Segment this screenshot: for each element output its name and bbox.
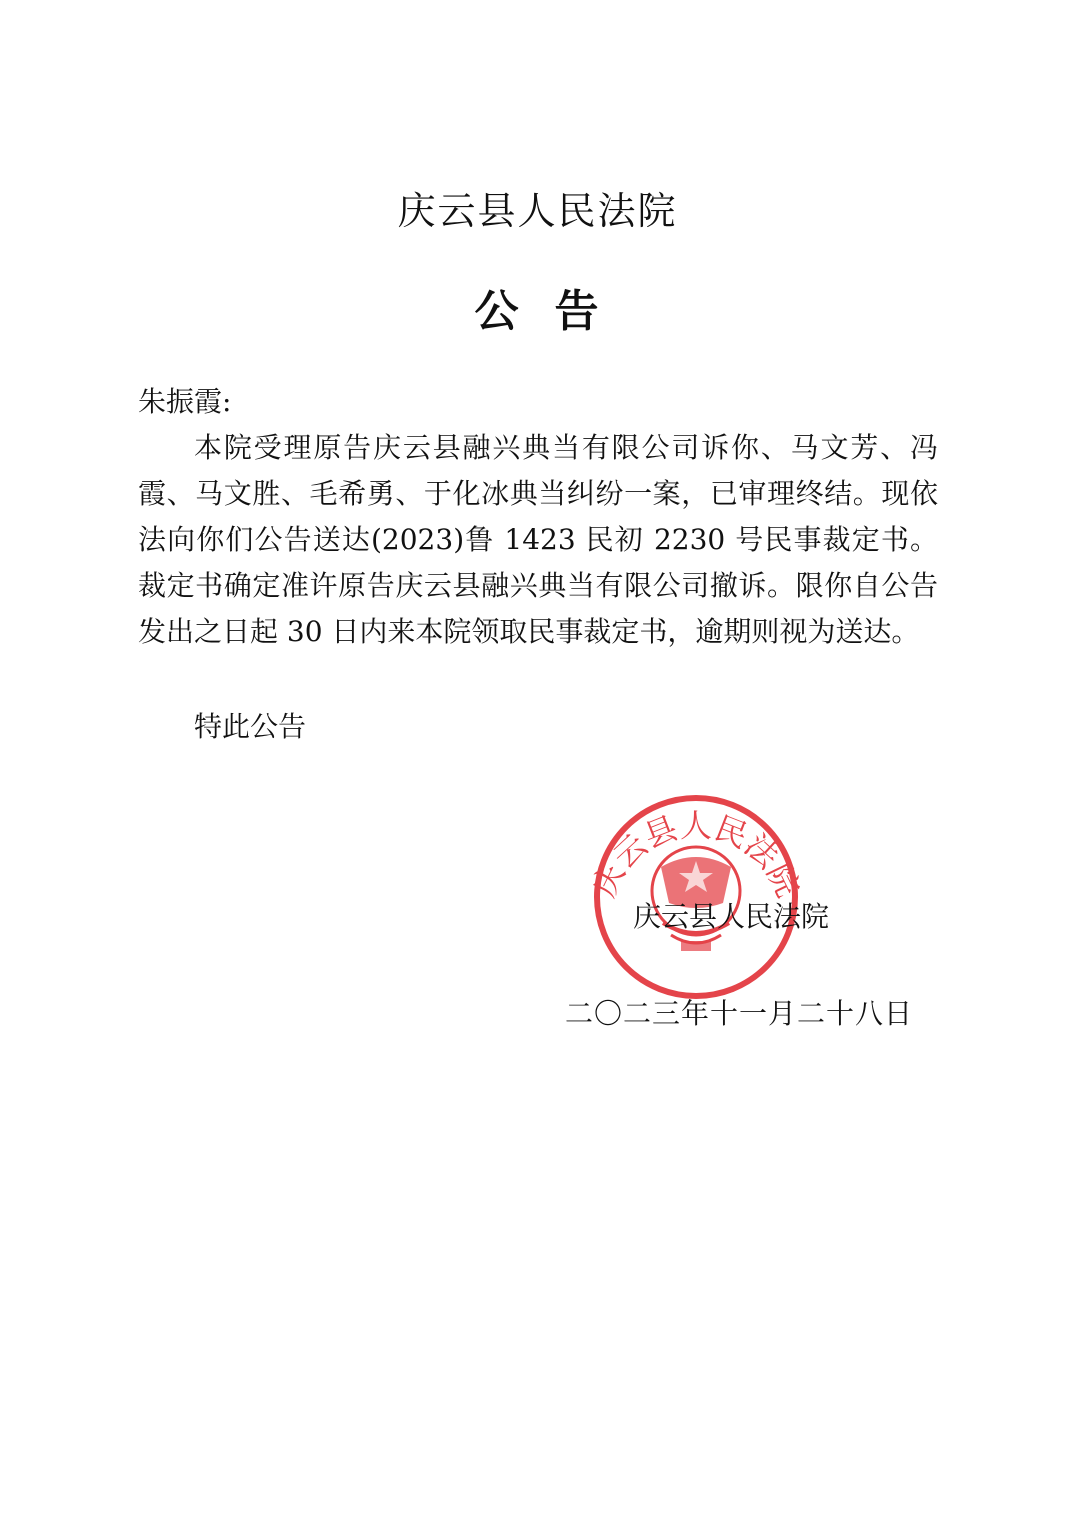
issue-date: 二〇二三年十一月二十八日 [565, 997, 914, 1030]
notice-body: 本院受理原告庆云县融兴典当有限公司诉你、马文芳、冯霞、马文胜、毛希勇、于化冰典当纠纷一案，已审理终结。现依法向你们公告送达(2023)鲁 1423 民初 2230 号民事裁定书。裁定书确定准许原告庆云县融兴典当有限公司撤诉。限你自公告发出之日起 30 日内来本院领取民事裁定书，逾期则视为送达。 [138, 431, 938, 648]
notice-title-char-1: 公 [474, 286, 521, 337]
seal-arc-text: 庆云县人民法院 [584, 806, 808, 903]
addressee: 朱振霞: [138, 385, 232, 418]
notice-title [0, 275, 1075, 339]
court-name-heading: 庆云县人民法院 [397, 189, 678, 233]
issuing-court: 庆云县人民法院 [633, 900, 830, 933]
closing-remark: 特此公告 [194, 710, 307, 743]
notice-title-char-2: 告 [554, 286, 601, 337]
